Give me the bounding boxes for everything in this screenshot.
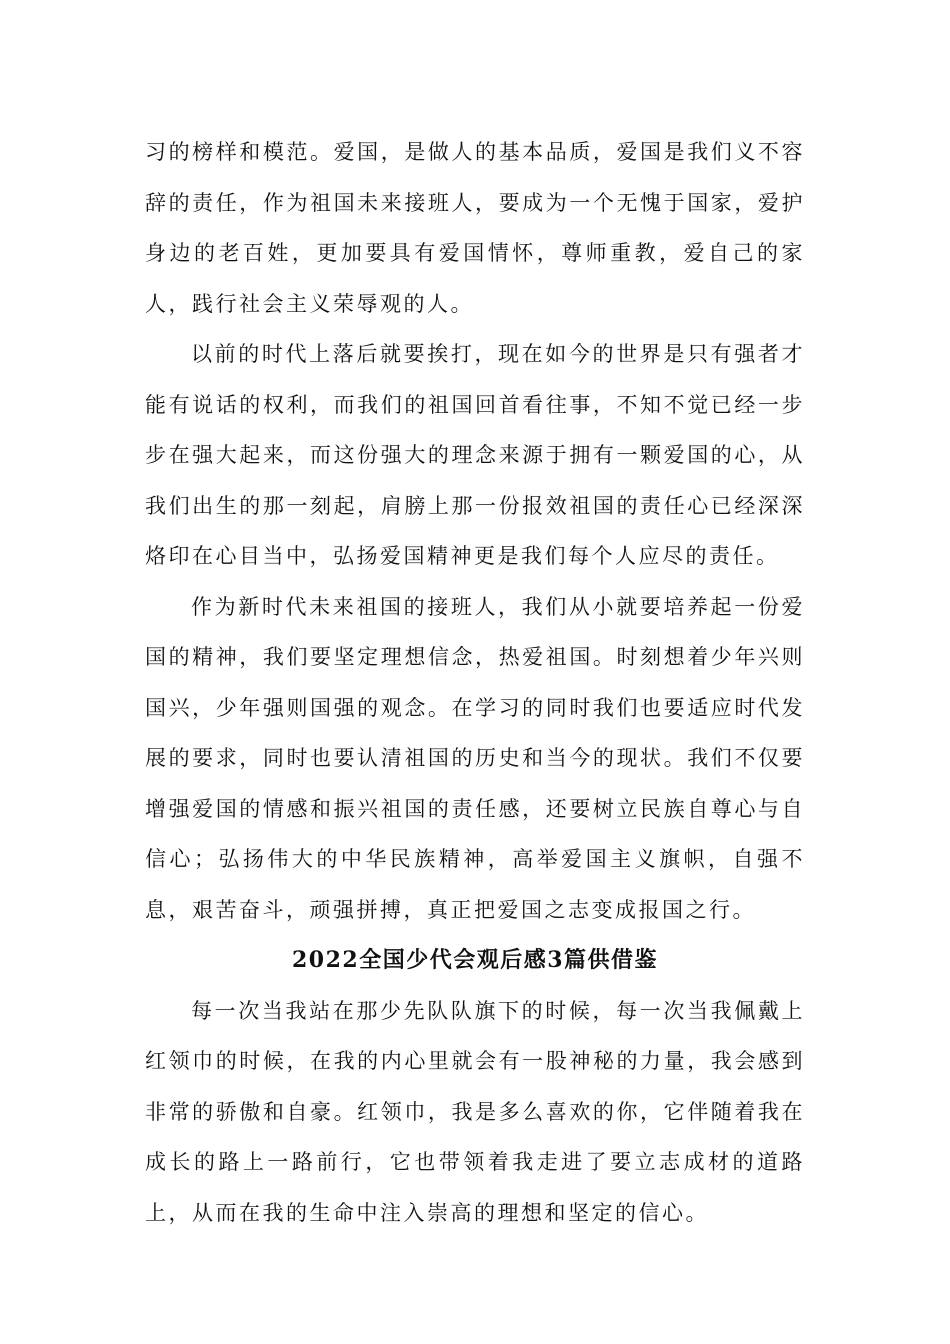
paragraph-1: 习的榜样和模范。爱国，是做人的基本品质，爱国是我们义不容辞的责任，作为祖国未来接班人，要成为一个无愧于国家，爱护身边的老百姓，更加要具有爱国情怀，尊师重教，爱自己的家人，践行社会主义荣辱观的人。 (145, 140, 805, 316)
paragraph-2: 以前的时代上落后就要挨打，现在如今的世界是只有强者才能有说话的权利，而我们的祖国回首看往事，不知不觉已经一步步在强大起来，而这份强大的理念来源于拥有一颗爱国的心，从我们出生的那一刻起，肩膀上那一份报效祖国的责任心已经深深烙印在心目当中，弘扬爱国精神更是我们每个人应尽的责任。 (145, 342, 805, 568)
paragraph-3: 作为新时代未来祖国的接班人，我们从小就要培养起一份爱国的精神，我们要坚定理想信念，热爱祖国。时刻想着少年兴则国兴，少年强则国强的观念。在学习的同时我们也要适应时代发展的要求，同时也要认清祖国的历史和当今的现状。我们不仅要增强爱国的情感和振兴祖国的责任感，还要树立民族自尊心与自信心；弘扬伟大的中华民族精神，高举爱国主义旗帜，自强不息，艰苦奋斗，顽强拼搏，真正把爱国之志变成报国之行。 (145, 594, 805, 922)
document-body (145, 127, 805, 1238)
paragraph-4: 每一次当我站在那少先队队旗下的时候，每一次当我佩戴上红领巾的时候，在我的内心里就会有一股神秘的力量，我会感到非常的骄傲和自豪。红领巾，我是多么喜欢的你，它伴随着我在成长的路上一路前行，它也带领着我走进了要立志成材的道路上，从而在我的生命中注入崇高的理想和坚定的信心。 (145, 998, 805, 1225)
section-heading: 2022全国少代会观后感3篇供借鉴 (291, 947, 659, 973)
